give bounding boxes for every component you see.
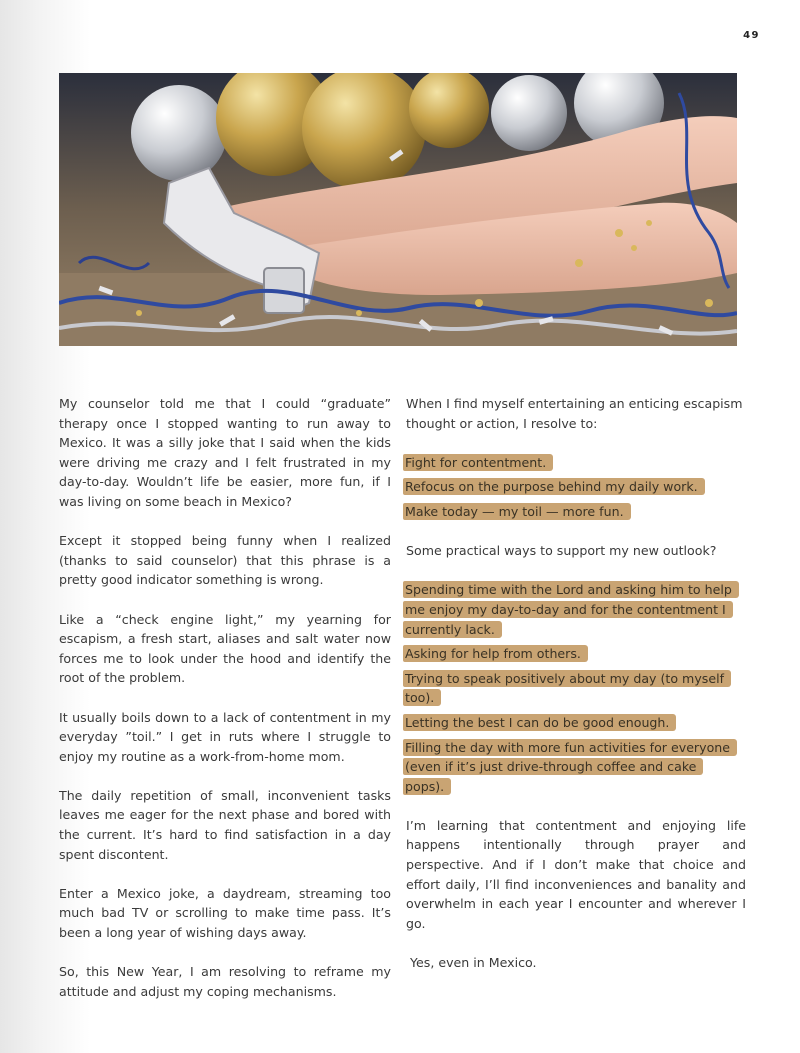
paragraph: Like a “check engine light,” my yearning for escapism, a fresh start, aliases and salt water now forces me to look under the hood and identify the root of the problem. (59, 611, 391, 686)
paragraph: My counselor told me that I could “graduate” therapy once I stopped wanting to run away to Mexico. It was a silly joke that I said when the kids were driving me crazy and I felt frustrated in my day-to-day. Wouldn’t life be easier, more fun, if I was living on some beach in Mexico? (59, 396, 391, 509)
list-item (406, 502, 746, 522)
highlighted-resolution: Fight for contentment. (403, 454, 553, 471)
resolutions-list (406, 453, 746, 522)
list-item (406, 453, 746, 473)
paragraph: It usually boils down to a lack of contentment in my everyday ”toil.” I get in ruts where I struggle to enjoy my routine as a work-from-home mom. (59, 709, 391, 764)
list-item (406, 669, 746, 708)
list-item (406, 713, 746, 733)
highlighted-way: Trying to speak positively about my day (to myself too). (403, 670, 731, 707)
intro-paragraph: When I find myself entertaining an enticing escapism thought or action, I resolve to: (406, 396, 743, 431)
highlighted-way: Filling the day with more fun activities for everyone (even if it’s just drive-through coffee and cake pops). (403, 739, 737, 795)
list-item (406, 644, 746, 664)
list-item (406, 580, 746, 639)
closing-paragraph: I’m learning that contentment and enjoying life happens intentionally through prayer and perspective. And if I don’t make that choice and effort daily, I’ll find inconveniences and banality and overwhelm in each year I encounter and wherever I go. (406, 817, 746, 931)
highlighted-way: Letting the best I can do be good enough. (403, 714, 676, 731)
paragraph: So, this New Year, I am resolving to reframe my attitude and adjust my coping mechanisms. (59, 964, 391, 999)
hero-photo (59, 73, 737, 346)
highlighted-way: Spending time with the Lord and asking him to help me enjoy my day-to-day and for the contentment I currently lack. (403, 581, 739, 637)
highlighted-way: Asking for help from others. (403, 645, 588, 662)
highlighted-resolution: Make today — my toil — more fun. (403, 503, 631, 520)
left-column (59, 394, 391, 1021)
right-column (406, 394, 746, 992)
list-item (406, 477, 746, 497)
list-item (406, 738, 746, 797)
page-number: 49 (743, 30, 760, 41)
party-legs-photo-illustration (59, 73, 737, 346)
ways-list (406, 580, 746, 796)
signoff-paragraph: Yes, even in Mexico. (406, 955, 537, 971)
paragraph: Enter a Mexico joke, a daydream, streaming too much bad TV or scrolling to make time pass. It’s been a long year of wishing days away. (59, 885, 391, 941)
paragraph: Except it stopped being funny when I realized (thanks to said counselor) that this phrase is a pretty good indicator something is wrong. (59, 533, 391, 588)
paragraph: The daily repetition of small, inconvenient tasks leaves me eager for the next phase and bored with the current. It’s hard to find satisfaction in a day spent discontent. (59, 787, 391, 862)
highlighted-resolution: Refocus on the purpose behind my daily work. (403, 478, 705, 495)
ways-intro-paragraph: Some practical ways to support my new outlook? (406, 543, 717, 559)
